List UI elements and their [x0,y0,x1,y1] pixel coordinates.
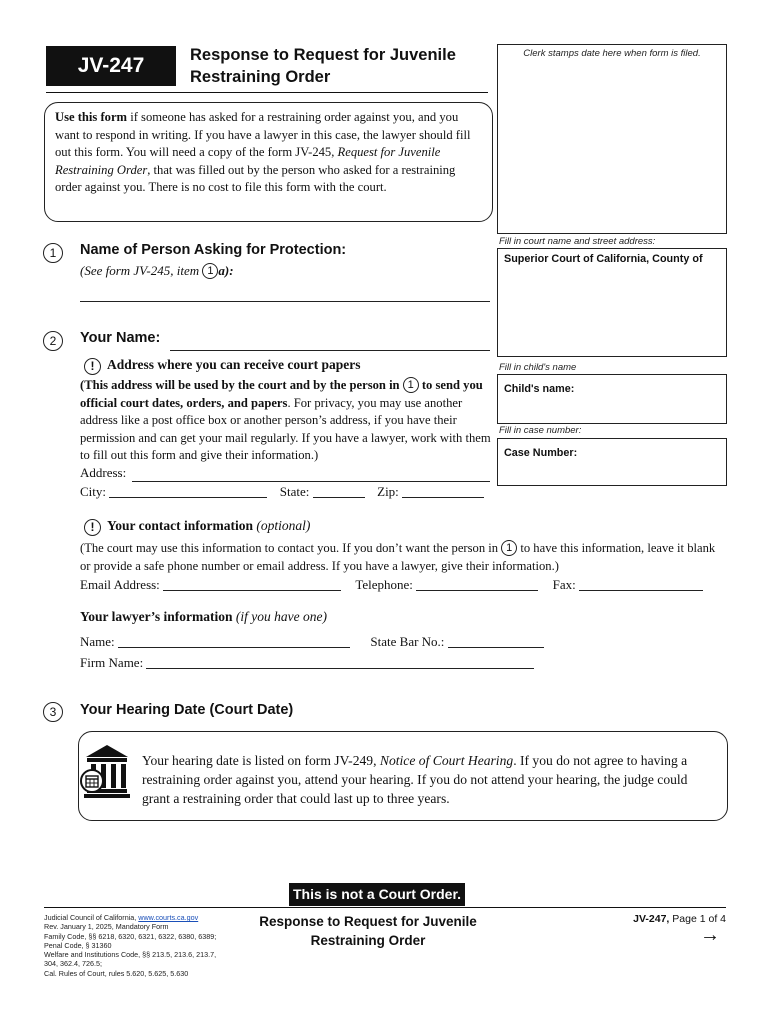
section2-title: Your Name: [80,330,161,346]
intro-form-ref: Request for Juvenile Restraining Order [55,145,441,177]
courthouse-icon [78,743,136,799]
header-rule [46,92,488,93]
city-field[interactable] [109,485,267,498]
lawyer-row [80,634,544,650]
intro-text1: if someone has asked for a restraining order against you, and you want to respond in writing. If you have a lawyer in this case, the lawyer should fill out this form. You will need a copy of the form JV-245, [55,110,471,159]
state-field[interactable] [313,485,365,498]
form-title [190,44,456,88]
section2-number: 2 [43,331,63,351]
address-line[interactable] [132,481,490,482]
address-note-num: 1 [403,377,419,393]
fax-label: Fax: [552,577,576,592]
email-label: Email Address: [80,577,160,592]
address-heading-text: Address where you can receive court papers [107,357,361,372]
courts-link[interactable]: www.courts.ca.gov [138,913,199,922]
case-number-label: Case Number: [504,447,578,459]
lawyer-heading [80,609,327,625]
footer-line: Cal. Rules of Court, rules 5.620, 5.625, 5.630 [44,968,189,978]
address-note-bold-post: to send you official court dates, orders, and papers [80,378,483,410]
child-name-label: Child's name: [504,383,575,395]
child-name-box[interactable] [497,374,727,424]
case-caption: Fill in case number: [499,425,582,436]
contact-row [80,577,703,593]
intro-text2: , that was filled out by the person who asked for a restraining order against you. There is no cost to file this form with the court. [55,162,456,194]
intro-box [44,102,493,222]
footer-line: Welfare and Institutions Code, §§ 213.5, 213.6, 213.7, [44,950,217,960]
section3-title: Your Hearing Date (Court Date) [80,702,294,718]
court-name-label: Superior Court of California, County of [504,253,703,265]
form-title-line1: Response to Request for Juvenile [190,46,456,64]
state-label: State: [279,484,310,499]
next-page-arrow-icon[interactable]: → [700,924,720,946]
footer-title-line1: Response to Request for Juvenile [259,914,477,929]
hearing-text-pre: Your hearing date is listed on form JV-249, [142,753,380,768]
address-note-bold-pre: (This address will be used by the court and by the person in [80,378,403,392]
clerk-stamp-caption: Clerk stamps date here when form is filed. [523,48,701,59]
section1-hint-post: a): [218,263,234,278]
footer-line: 304, 362.4, 726.5; [44,959,102,969]
form-id-badge: JV-247 [46,46,176,86]
footer-title [238,912,498,950]
footer-line: Rev. January 1, 2025, Mandatory Form [44,922,169,932]
your-name-line[interactable] [170,350,490,351]
lawyer-optional: (if you have one) [235,609,327,624]
section3-number: 3 [43,702,63,722]
address-label: Address: [80,465,127,480]
footer-line: Penal Code, § 31360 [44,940,112,950]
contact-note [80,540,720,575]
contact-note-num: 1 [501,540,517,556]
contact-note-pre: (The court may use this information to contact you. If you don’t want the person in [80,541,502,555]
footer-form-id: JV-247, [633,913,670,925]
city-label: City: [80,484,107,499]
lawyer-name-field[interactable] [118,635,350,648]
section1-number: 1 [43,243,63,263]
hearing-form-ref: Notice of Court Hearing [379,753,514,768]
footer-rule [44,907,726,908]
firm-name-label: Firm Name: [80,655,144,670]
address-note [80,377,492,465]
city-row [80,484,484,500]
phone-label: Telephone: [355,577,413,592]
hearing-text-post: . If you do not agree to having a restraining order against you, attend your hearing. If you do not attend your hearing, the judge could grant a restraining order that could last up to three years. [142,753,688,806]
court-name-box[interactable] [497,248,727,357]
section1-title: Name of Person Asking for Protection: [80,242,347,258]
section1-hint-pre: (See form JV-245, item [80,263,203,278]
footer-line: Judicial Council of California, www.courts.ca.gov [44,913,199,922]
section1-hint-num: 1 [202,263,218,279]
case-number-box[interactable] [497,438,727,486]
child-caption: Fill in child's name [499,362,577,373]
not-court-order-banner: This is not a Court Order. [289,883,465,906]
zip-label: Zip: [377,484,399,499]
phone-field[interactable] [416,578,538,591]
section1-hint [80,263,234,279]
zip-field[interactable] [402,485,484,498]
intro-lead: Use this form [55,110,128,124]
footer-left [44,913,216,978]
alert-icon: ! [84,519,101,536]
clerk-stamp-box [497,44,727,234]
contact-heading-text: Your contact information [107,518,253,533]
lawyer-name-label: Name: [80,634,115,649]
bar-number-field[interactable] [448,635,544,648]
form-title-line2: Restraining Order [190,68,331,86]
address-heading [84,357,360,375]
page-count: Page 1 of 4 [672,913,726,925]
bar-number-label: State Bar No.: [370,634,445,649]
protected-person-name-line[interactable] [80,301,490,302]
fax-field[interactable] [579,578,703,591]
firm-row [80,655,534,671]
contact-heading [84,518,310,536]
footer-line: Family Code, §§ 6218, 6320, 6321, 6322, 6380, 6389; [44,931,217,941]
email-field[interactable] [163,578,341,591]
contact-note-post: to have this information, leave it blank or provide a safe phone number or email address. If you have a lawyer, give their information.) [80,541,716,573]
firm-name-field[interactable] [146,656,534,669]
address-note-rest: . For privacy, you may use another address like a post office box or another person’s address, if you have their permission and can get your mail regularly. If you have a lawyer, work with them to fill out this form and give their information.) [80,395,491,462]
lawyer-heading-text: Your lawyer’s information [80,609,233,624]
hearing-text [142,751,717,808]
alert-icon: ! [84,358,101,375]
court-caption: Fill in court name and street address: [499,236,656,247]
contact-optional: (optional) [256,518,311,533]
footer-title-line2: Restraining Order [310,933,426,948]
